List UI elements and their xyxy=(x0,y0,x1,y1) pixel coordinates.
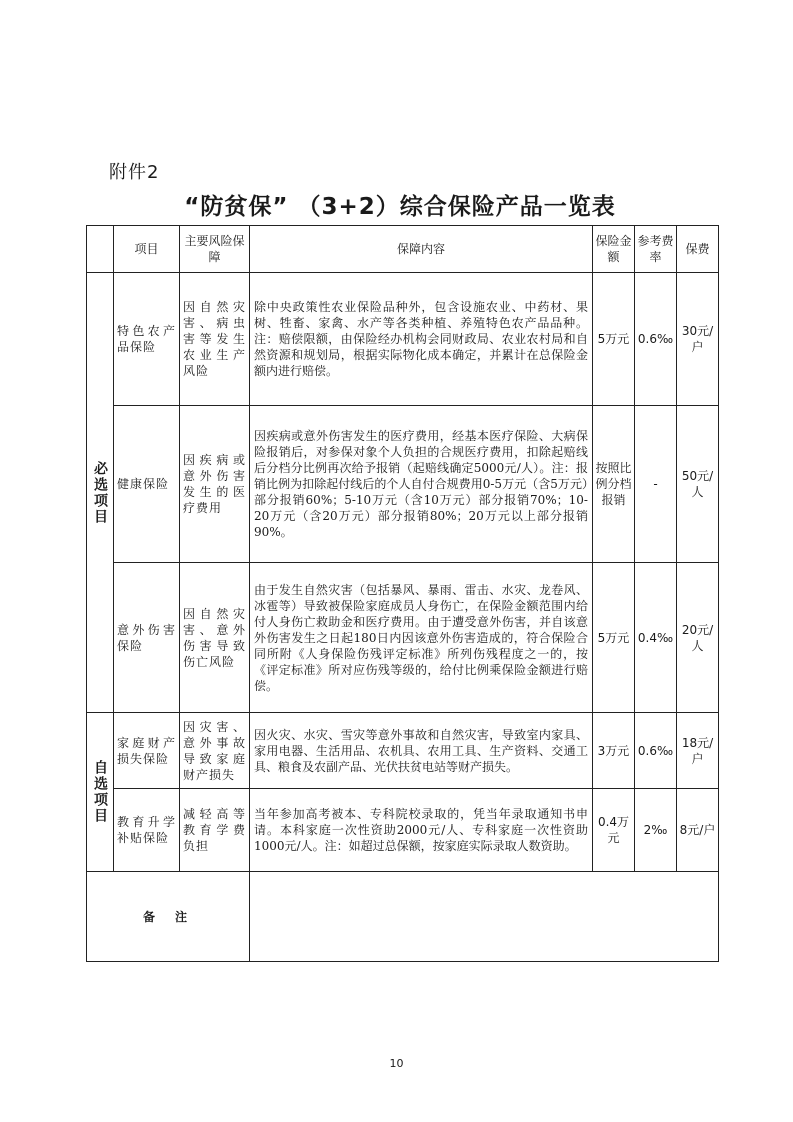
header-rate: 参考费率 xyxy=(635,226,677,273)
table-row xyxy=(87,563,719,713)
row-risk: 因灾害、意外事故导致家庭财产损失 xyxy=(180,713,250,789)
attachment-label: 附件2 xyxy=(109,162,160,183)
row-premium: 18元/户 xyxy=(677,713,719,789)
page-title: “防贫保” （3+2）综合保险产品一览表 xyxy=(184,194,616,220)
page-number: 10 xyxy=(389,1057,404,1070)
row-content: 因疾病或意外伤害发生的医疗费用，经基本医疗保险、大病保险报销后，对参保对象个人负担的合规医疗费用，扣除起赔线后分档分比例再次给予报销（起赔线确定5000元/人）。注：报销比例为扣除起付线后的个人自付合规费用0-5万元（含5万元）部分报销60%；5-10万元（含10万元）部分报销70%；10-20万元（含20万元）部分报销80%；20万元以上部分报销90%。 xyxy=(250,406,593,563)
row-content: 当年参加高考被本、专科院校录取的，凭当年录取通知书申请。本科家庭一次性资助2000元/人、专科家庭一次性资助1000元/人。注：如超过总保额，按家庭实际录取人数资助。 xyxy=(250,789,593,872)
row-amount: 5万元 xyxy=(593,563,635,713)
insurance-table xyxy=(86,225,719,962)
row-premium: 8元/户 xyxy=(677,789,719,872)
table-header-row xyxy=(87,226,719,273)
header-premium: 保费 xyxy=(677,226,719,273)
table-row xyxy=(87,273,719,406)
row-item: 健康保险 xyxy=(114,406,180,563)
group-mandatory xyxy=(87,273,114,713)
row-item: 家庭财产损失保险 xyxy=(114,713,180,789)
remark-content xyxy=(250,872,719,962)
row-premium: 30元/户 xyxy=(677,273,719,406)
row-content: 因火灾、水灾、雪灾等意外事故和自然灾害，导致室内家具、家用电器、生活用品、农机具、农用工具、生产资料、交通工具、粮食及农副产品、光伏扶贫电站等财产损失。 xyxy=(250,713,593,789)
row-risk: 减轻高等教育学费负担 xyxy=(180,789,250,872)
row-amount: 3万元 xyxy=(593,713,635,789)
header-content: 保障内容 xyxy=(250,226,593,273)
table-row xyxy=(87,713,719,789)
row-risk: 因自然灾害、病虫害等发生农业生产风险 xyxy=(180,273,250,406)
row-item: 意外伤害保险 xyxy=(114,563,180,713)
header-corner xyxy=(87,226,114,273)
row-rate: 2‰ xyxy=(635,789,677,872)
row-content: 由于发生自然灾害（包括暴风、暴雨、雷击、水灾、龙卷风、冰雹等）导致被保险家庭成员人身伤亡，在保险金额范围内给付人身伤亡救助金和医疗费用。由于遭受意外伤害，并自该意外伤害发生之日起180日内因该意外伤害造成的，符合保险合同所附《人身保险伤残评定标准》所列伤残程度之一的，按《评定标准》所对应伤残等级的，给付比例乘保险金额进行赔偿。 xyxy=(250,563,593,713)
remark-row xyxy=(87,872,719,962)
row-amount: 按照比例分档报销 xyxy=(593,406,635,563)
row-content: 除中央政策性农业保险品种外，包含设施农业、中药材、果树、牲畜、家禽、水产等各类种植、养殖特色农产品品种。注：赔偿限额，由保险经办机构会同财政局、农业农村局和自然资源和规划局，根据实际物化成本确定，并累计在总保险金额内进行赔偿。 xyxy=(250,273,593,406)
group-optional-label: 自选项目 xyxy=(92,760,108,824)
row-amount: 5万元 xyxy=(593,273,635,406)
row-item: 教育升学补贴保险 xyxy=(114,789,180,872)
group-optional xyxy=(87,713,114,872)
row-rate: 0.6‰ xyxy=(635,273,677,406)
row-premium: 50元/人 xyxy=(677,406,719,563)
row-item: 特色农产品保险 xyxy=(114,273,180,406)
row-amount: 0.4万元 xyxy=(593,789,635,872)
row-risk: 因自然灾害、意外伤害导致伤亡风险 xyxy=(180,563,250,713)
table-row xyxy=(87,406,719,563)
header-risk: 主要风险保障 xyxy=(180,226,250,273)
group-mandatory-label: 必选项目 xyxy=(92,460,108,525)
table-row xyxy=(87,789,719,872)
header-item: 项目 xyxy=(114,226,180,273)
remark-label: 备注 xyxy=(87,872,250,962)
row-premium: 20元/人 xyxy=(677,563,719,713)
row-rate: 0.4‰ xyxy=(635,563,677,713)
row-rate: 0.6‰ xyxy=(635,713,677,789)
row-risk: 因疾病或意外伤害发生的医疗费用 xyxy=(180,406,250,563)
row-rate: - xyxy=(635,406,677,563)
header-amount: 保险金额 xyxy=(593,226,635,273)
